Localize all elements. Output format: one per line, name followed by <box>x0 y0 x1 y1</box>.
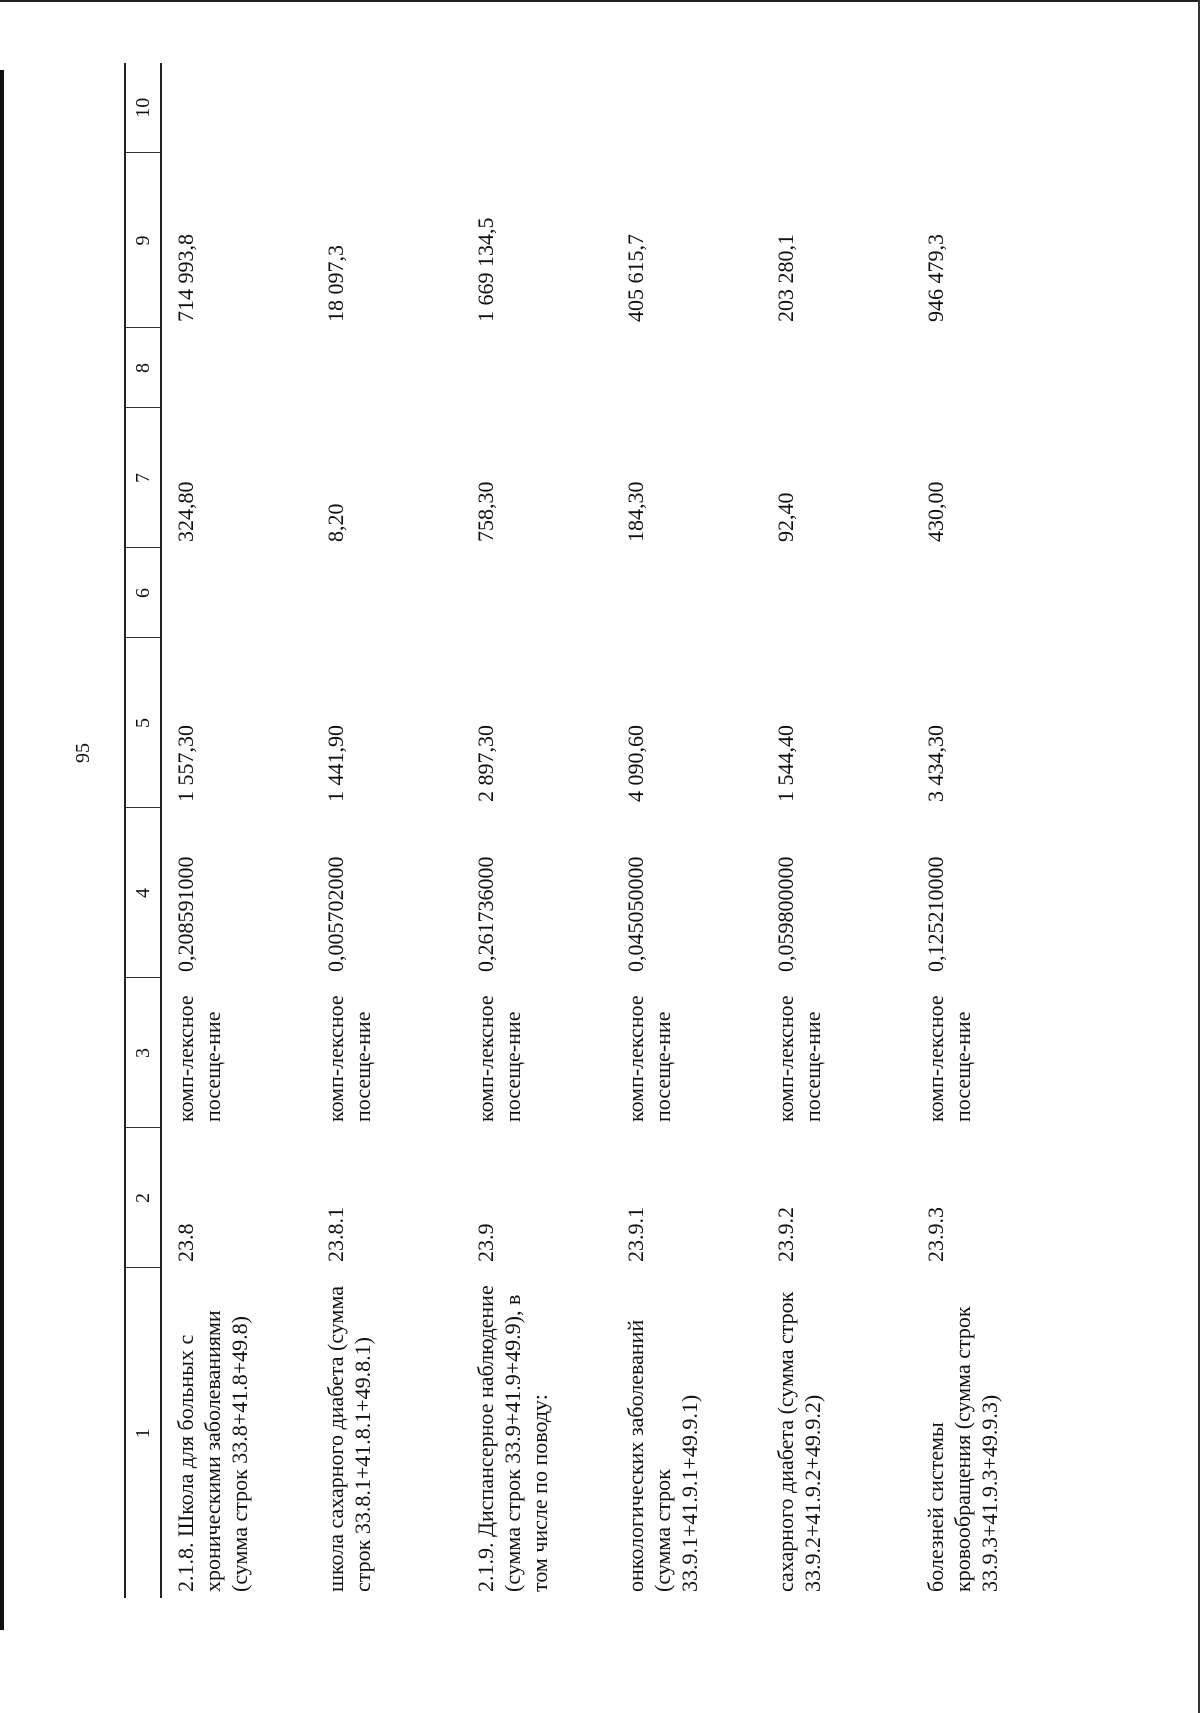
col-8-value <box>762 328 912 408</box>
cost-norm: 1 544,40 <box>773 725 798 802</box>
total-cost: 714 993,8 <box>173 234 198 322</box>
column-header-7: 7 <box>125 408 161 548</box>
row-code: 23.9.3 <box>923 1207 948 1262</box>
col-10-value <box>462 63 612 153</box>
row-name: 2.1.8. Школа для больных с хроническими заболеваниями (сумма строк 33.8+41.8+49.8) <box>173 1310 252 1592</box>
total-cost: 1 669 134,5 <box>473 217 498 322</box>
col-10-value <box>912 63 1062 153</box>
unit-of-measure: комп-лексное посеще-ние <box>923 995 975 1122</box>
per-capita-norm: 92,40 <box>773 492 798 542</box>
total-cost: 405 615,7 <box>623 234 648 322</box>
col-6-value <box>762 548 912 638</box>
per-capita-norm: 430,00 <box>923 481 948 542</box>
column-header-1: 1 <box>125 1268 161 1598</box>
column-header-10: 10 <box>125 63 161 153</box>
table-row <box>312 63 462 1598</box>
col-6-value <box>462 548 612 638</box>
column-header-9: 9 <box>125 153 161 328</box>
unit-of-measure: комп-лексное посеще-ние <box>773 995 825 1122</box>
col-8-value <box>462 328 612 408</box>
col-8-value <box>312 328 462 408</box>
page-number: 95 <box>72 743 94 763</box>
volume-norm: 0,059800000 <box>773 856 798 972</box>
col-10-value <box>161 63 312 153</box>
unit-of-measure: комп-лексное посеще-ние <box>323 995 375 1122</box>
total-cost: 203 280,1 <box>773 234 798 322</box>
column-header-8: 8 <box>125 328 161 408</box>
table-row <box>612 63 762 1598</box>
table-row <box>912 63 1062 1598</box>
row-name: 2.1.9. Диспансерное наблюдение (сумма строк 33.9+41.9+49.9), в том числе по поводу: <box>473 1285 552 1592</box>
unit-of-measure: комп-лексное посеще-ние <box>173 995 225 1122</box>
table-header-row <box>125 63 161 1598</box>
row-code: 23.8.1 <box>323 1207 348 1262</box>
cost-norm: 3 434,30 <box>923 725 948 802</box>
col-6-value <box>612 548 762 638</box>
col-10-value <box>312 63 462 153</box>
row-name: болезней системы кровообращения (сумма строк 33.9.3+41.9.3+49.9.3) <box>923 1306 1002 1592</box>
row-code: 23.9.1 <box>623 1207 648 1262</box>
total-cost: 18 097,3 <box>323 245 348 322</box>
col-8-value <box>161 328 312 408</box>
column-header-2: 2 <box>125 1128 161 1268</box>
column-header-4: 4 <box>125 808 161 978</box>
cost-norm: 1 557,30 <box>173 725 198 802</box>
volume-norm: 0,208591000 <box>173 856 198 972</box>
col-8-value <box>912 328 1062 408</box>
table-row <box>161 63 312 1598</box>
table-row <box>462 63 612 1598</box>
row-code: 23.9 <box>473 1223 498 1262</box>
per-capita-norm: 184,30 <box>623 481 648 542</box>
tariff-table <box>124 63 1062 1598</box>
row-name: сахарного диабета (сумма строк 33.9.2+41.9.2+49.9.2) <box>773 1291 825 1592</box>
per-capita-norm: 8,20 <box>323 503 348 542</box>
row-name: школа сахарного диабета (сумма строк 33.8.1+41.8.1+49.8.1) <box>323 1285 375 1592</box>
column-header-3: 3 <box>125 978 161 1128</box>
column-header-6: 6 <box>125 548 161 638</box>
column-header-5: 5 <box>125 638 161 808</box>
total-cost: 946 479,3 <box>923 234 948 322</box>
cost-norm: 4 090,60 <box>623 725 648 802</box>
per-capita-norm: 324,80 <box>173 481 198 542</box>
col-6-value <box>912 548 1062 638</box>
row-code: 23.9.2 <box>773 1207 798 1262</box>
col-6-value <box>312 548 462 638</box>
col-8-value <box>612 328 762 408</box>
table-row <box>762 63 912 1598</box>
volume-norm: 0,005702000 <box>323 856 348 972</box>
col-6-value <box>161 548 312 638</box>
unit-of-measure: комп-лексное посеще-ние <box>473 995 525 1122</box>
col-10-value <box>612 63 762 153</box>
volume-norm: 0,125210000 <box>923 856 948 972</box>
row-code: 23.8 <box>173 1223 198 1262</box>
cost-norm: 1 441,90 <box>323 725 348 802</box>
col-10-value <box>762 63 912 153</box>
volume-norm: 0,045050000 <box>623 856 648 972</box>
volume-norm: 0,261736000 <box>473 856 498 972</box>
cost-norm: 2 897,30 <box>473 725 498 802</box>
per-capita-norm: 758,30 <box>473 481 498 542</box>
unit-of-measure: комп-лексное посеще-ние <box>623 995 675 1122</box>
row-name: онкологических заболеваний (сумма строк 33.9.1+41.9.1+49.9.1) <box>623 1319 702 1592</box>
